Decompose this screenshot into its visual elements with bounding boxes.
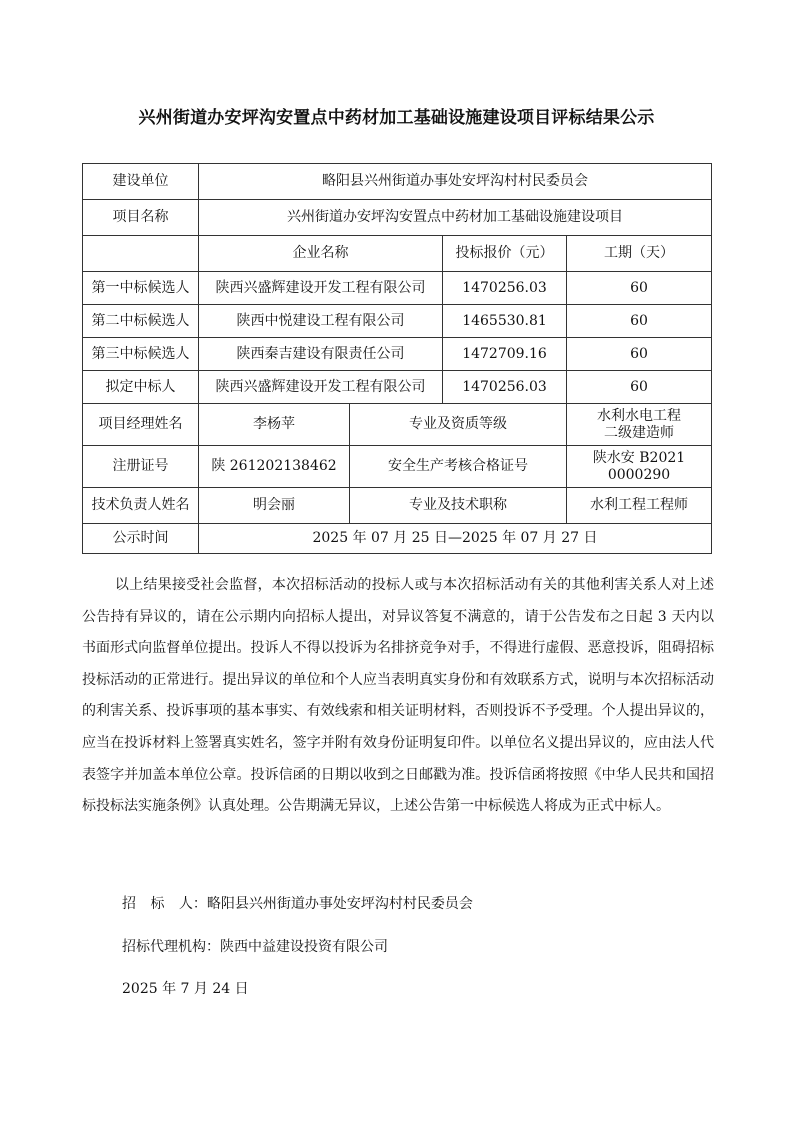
registration-label: 注册证号	[83, 446, 199, 488]
safety-cert-label: 安全生产考核合格证号	[350, 446, 567, 488]
agency-label: 招标代理机构：	[122, 939, 220, 955]
candidate-company: 陕西秦吉建设有限责任公司	[199, 338, 443, 371]
candidate-price: 1470256.03	[443, 371, 567, 404]
candidate-price: 1465530.81	[443, 305, 567, 338]
candidate-role: 第二中标候选人	[83, 305, 199, 338]
agency-line	[122, 936, 388, 956]
candidate-period: 60	[567, 371, 712, 404]
notice-paragraph: 以上结果接受社会监督，本次招标活动的投标人或与本次招标活动有关的其他利害关系人对上述公告持有异议的，请在公示期内向招标人提出，对异议答复不满意的，请于公告发布之日起 3 天内以书面形式向监督单位提出。投诉人不得以投诉为名排挤竞争对手，不得进行虚假、恶意投诉，阻碍招标投标活动的正常进行。提出异议的单位和个人应当表明真实身份和有效联系方式，说明与本次招标活动的利害关系、投诉事项的基本事实、有效线索和相关证明材料，否则投诉不予受理。个人提出异议的，应当在投诉材料上签署真实姓名，签字并附有效身份证明复印件。以单位名义提出异议的，应由法人代表签字并加盖本单位公章。投诉信函的日期以收到之日邮戳为准。投诉信函将按照《中华人民共和国招标投标法实施条例》认真处理。公告期满无异议，上述公告第一中标候选人将成为正式中标人。	[82, 577, 714, 815]
candidate-role: 第三中标候选人	[83, 338, 199, 371]
tech-title-value: 水利工程工程师	[567, 488, 712, 524]
bid-result-table	[82, 163, 712, 554]
notice-date: 2025 年 7 月 24 日	[122, 981, 249, 997]
candidate-row	[83, 305, 712, 338]
page-title: 兴州街道办安坪沟安置点中药材加工基础设施建设项目评标结果公示	[138, 108, 655, 128]
candidate-period: 60	[567, 305, 712, 338]
qualification-value	[567, 404, 712, 446]
candidate-company: 陕西中悦建设工程有限公司	[199, 305, 443, 338]
agency-value: 陕西中益建设投资有限公司	[220, 939, 388, 955]
candidate-row	[83, 371, 712, 404]
period-header: 工期（天）	[567, 236, 712, 272]
publicity-value: 2025 年 07 月 25 日—2025 年 07 月 27 日	[199, 524, 712, 554]
publicity-label: 公示时间	[83, 524, 199, 554]
table-row	[83, 404, 712, 446]
tech-lead-label: 技术负责人姓名	[83, 488, 199, 524]
project-value: 兴州街道办安坪沟安置点中药材加工基础设施建设项目	[199, 200, 712, 236]
candidate-row	[83, 338, 712, 371]
tenderer-line	[122, 893, 473, 913]
table-header-row	[83, 236, 712, 272]
safety-cert-value	[567, 446, 712, 488]
company-header: 企业名称	[199, 236, 443, 272]
candidate-price: 1470256.03	[443, 272, 567, 305]
table-row	[83, 488, 712, 524]
safety-cert-line: 0000290	[607, 466, 671, 483]
candidate-price: 1472709.16	[443, 338, 567, 371]
candidate-company: 陕西兴盛辉建设开发工程有限公司	[199, 371, 443, 404]
tech-title-label: 专业及技术职称	[350, 488, 567, 524]
candidate-row	[83, 272, 712, 305]
candidate-role: 第一中标候选人	[83, 272, 199, 305]
candidate-period: 60	[567, 338, 712, 371]
price-header: 投标报价（元）	[443, 236, 567, 272]
owner-label: 建设单位	[83, 164, 199, 200]
qualification-line: 二级建造师	[604, 424, 674, 441]
safety-cert-line: 陕水安 B2021	[592, 449, 686, 466]
registration-value: 陕 261202138462	[199, 446, 350, 488]
candidate-period: 60	[567, 272, 712, 305]
table-row	[83, 200, 712, 236]
table-row	[83, 524, 712, 554]
qualification-line: 水利水电工程	[597, 407, 681, 424]
manager-label: 项目经理姓名	[83, 404, 199, 446]
empty-header-cell	[83, 236, 199, 272]
table-row	[83, 164, 712, 200]
candidate-company: 陕西兴盛辉建设开发工程有限公司	[199, 272, 443, 305]
candidate-role: 拟定中标人	[83, 371, 199, 404]
tech-lead-value: 明会丽	[199, 488, 350, 524]
owner-value: 略阳县兴州街道办事处安坪沟村村民委员会	[199, 164, 712, 200]
tenderer-label: 招 标 人：	[122, 896, 207, 912]
tenderer-value: 略阳县兴州街道办事处安坪沟村村民委员会	[206, 896, 473, 912]
table-row	[83, 446, 712, 488]
qualification-label: 专业及资质等级	[350, 404, 567, 446]
project-label: 项目名称	[83, 200, 199, 236]
manager-value: 李杨苹	[199, 404, 350, 446]
